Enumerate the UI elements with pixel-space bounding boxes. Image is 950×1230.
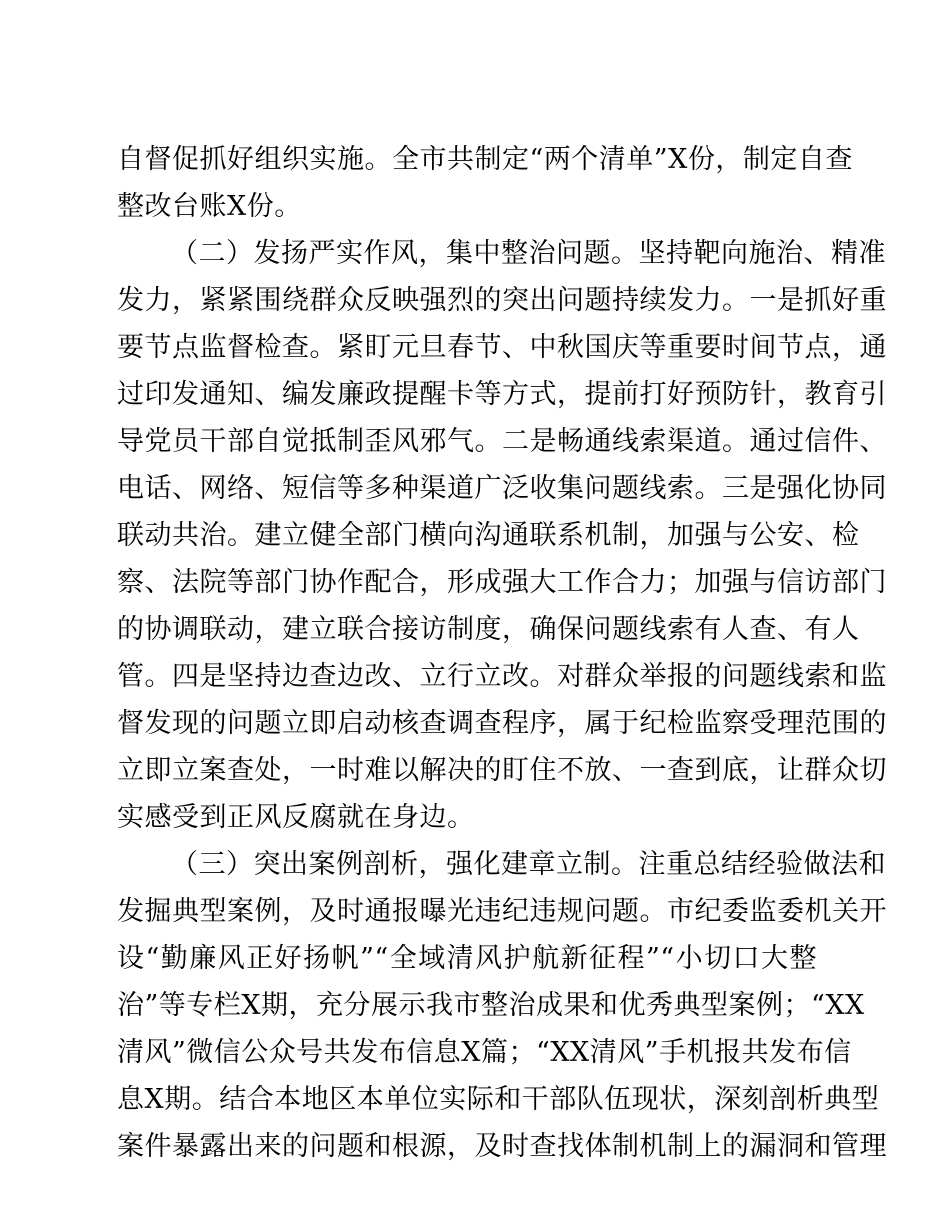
text-line: 发掘典型案例，及时通报曝光违纪违规问题。市纪委监委机关开 bbox=[117, 896, 887, 927]
text-line: 案件暴露出来的问题和根源，及时查找体制机制上的漏洞和管理 bbox=[117, 1131, 887, 1162]
body-text bbox=[117, 136, 887, 1170]
text-line: 管。四是坚持边查边改、立行立改。对群众举报的问题线索和监 bbox=[117, 661, 887, 692]
text-line: 电话、网络、短信等多种渠道广泛收集问题线索。三是强化协同 bbox=[117, 473, 887, 504]
text-line: 整改台账X份。 bbox=[117, 191, 302, 222]
text-line: 治”等专栏X期，充分展示我市整治成果和优秀典型案例；“XX bbox=[117, 990, 865, 1021]
text-line: 督发现的问题立即启动核查调查程序，属于纪检监察受理范围的 bbox=[117, 708, 887, 739]
text-line: 自督促抓好组织实施。全市共制定“两个清单”X份，制定自查 bbox=[117, 144, 853, 175]
text-line: 立即立案查处，一时难以解决的盯住不放、一查到底，让群众切 bbox=[117, 755, 887, 786]
text-line: 导党员干部自觉抵制歪风邪气。二是畅通线索渠道。通过信件、 bbox=[117, 426, 887, 457]
text-line: 的协调联动，建立联合接访制度，确保问题线索有人查、有人 bbox=[117, 614, 860, 645]
text-line: 过印发通知、编发廉政提醒卡等方式，提前打好预防针，教育引 bbox=[117, 379, 887, 410]
section-heading-line: （三）突出案例剖析，强化建章立制。注重总结经验做法和 bbox=[171, 849, 886, 880]
text-line: 息X期。结合本地区本单位实际和干部队伍现状，深刻剖析典型 bbox=[117, 1084, 880, 1115]
section-heading-line: （二）发扬严实作风，集中整治问题。坚持靶向施治、精准 bbox=[171, 238, 886, 269]
text-line: 清风”微信公众号共发布信息X篇；“XX清风”手机报共发布信 bbox=[117, 1037, 852, 1068]
text-line: 要节点监督检查。紧盯元旦春节、中秋国庆等重要时间节点，通 bbox=[117, 332, 887, 363]
text-line: 联动共治。建立健全部门横向沟通联系机制，加强与公安、检 bbox=[117, 520, 860, 551]
text-line: 察、法院等部门协作配合，形成强大工作合力；加强与信访部门 bbox=[117, 567, 887, 598]
text-line: 发力，紧紧围绕群众反映强烈的突出问题持续发力。一是抓好重 bbox=[117, 285, 887, 316]
text-line: 实感受到正风反腐就在身边。 bbox=[117, 802, 475, 833]
text-line: 设“勤廉风正好扬帆”“全域清风护航新征程”“小切口大整 bbox=[117, 943, 817, 974]
